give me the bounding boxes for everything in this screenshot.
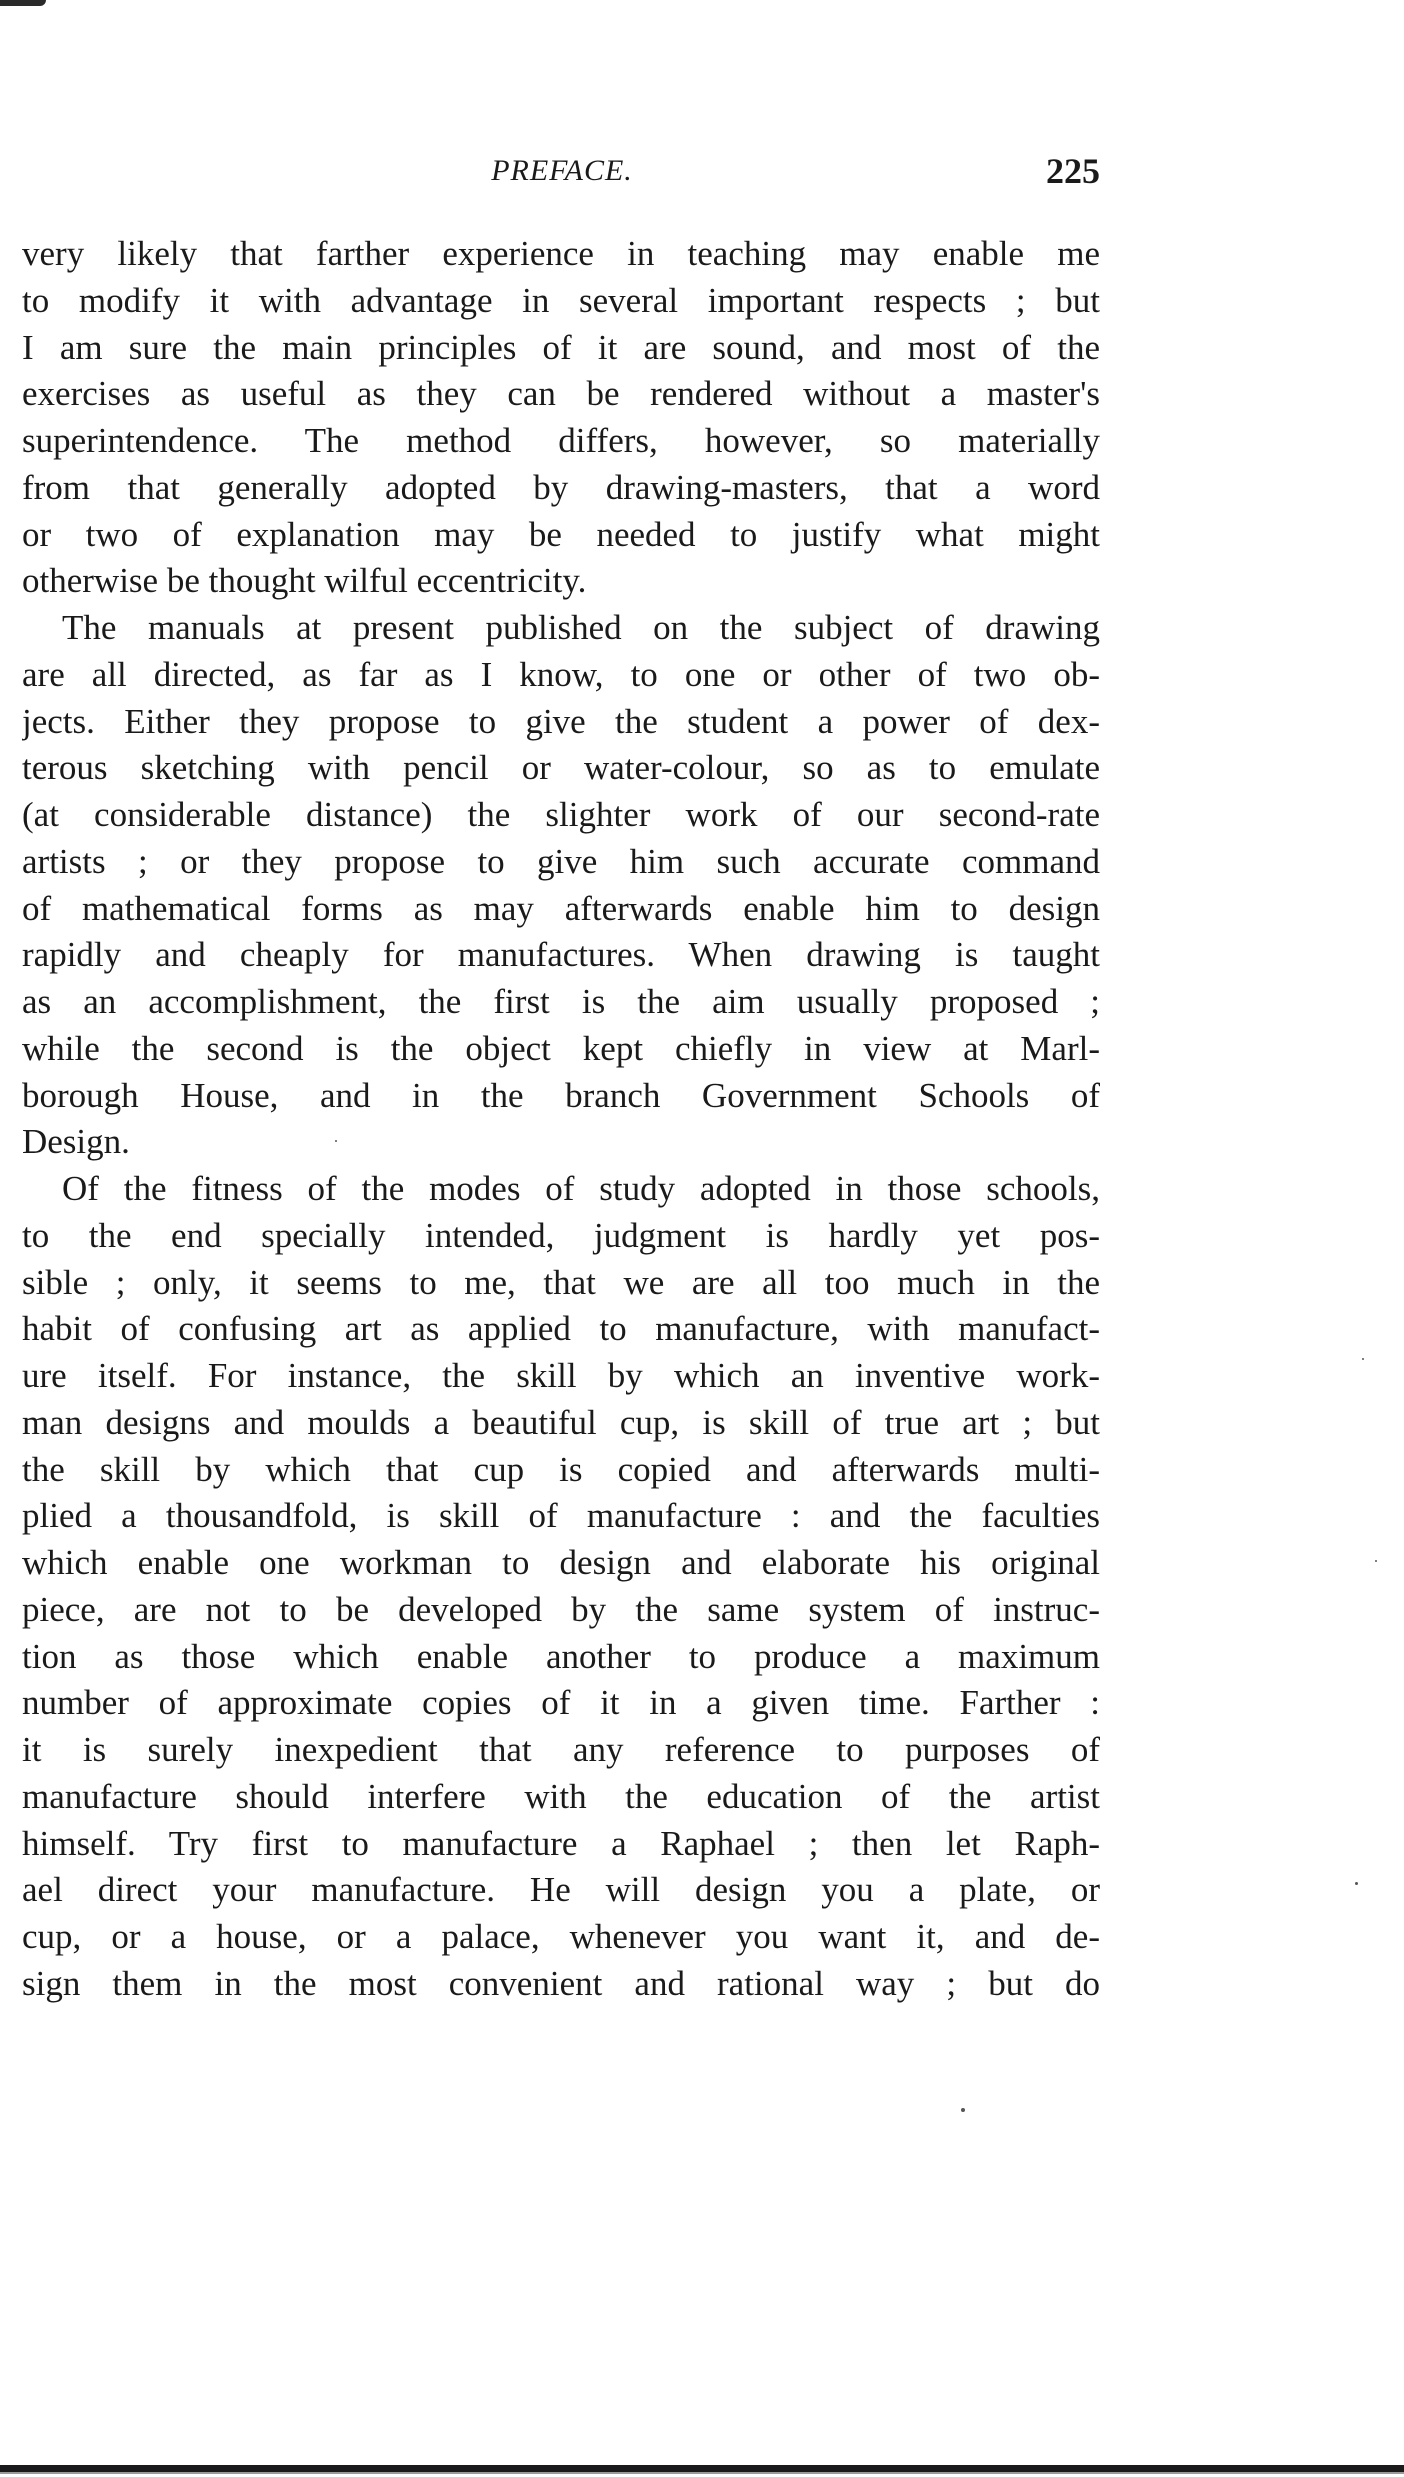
text-line: very likely that farther experience in teaching may enable me bbox=[22, 234, 1100, 273]
text-line: rapidly and cheaply for manufactures. When drawing is taught bbox=[22, 935, 1100, 975]
text-line: borough House, and in the branch Government Schools of bbox=[22, 1075, 1100, 1115]
text-line: Design. bbox=[22, 1122, 130, 1162]
text-line: artists ; or they propose to give him such accurate command bbox=[22, 841, 1100, 881]
text-line: number of approximate copies of it in a given time. Farther : bbox=[22, 1683, 1100, 1723]
page-corner-mark bbox=[0, 0, 46, 6]
text-line: otherwise be thought wilful eccentricity. bbox=[22, 561, 587, 601]
text-line: sign them in the most convenient and rational way ; but do bbox=[22, 1963, 1100, 2003]
text-line: exercises as useful as they can be rendered without a master's bbox=[22, 374, 1100, 414]
text-line: piece, are not to be developed by the same system of instruc- bbox=[22, 1589, 1100, 1629]
ink-speck bbox=[1355, 1882, 1358, 1885]
text-line: plied a thousandfold, is skill of manufacture : and the faculties bbox=[22, 1496, 1100, 1536]
page-number: 225 bbox=[1046, 151, 1100, 191]
text-line: The manuals at present published on the subject of drawing bbox=[62, 608, 1100, 647]
text-line: man designs and moulds a beautiful cup, is skill of true art ; but bbox=[22, 1402, 1100, 1442]
running-title: PREFACE. bbox=[491, 154, 633, 187]
body-text bbox=[22, 231, 1100, 2008]
text-line: cup, or a house, or a palace, whenever you want it, and de- bbox=[22, 1917, 1100, 1956]
ink-speck bbox=[335, 1140, 337, 1142]
text-line: tion as those which enable another to produce a maximum bbox=[22, 1636, 1100, 1676]
paragraph bbox=[22, 231, 1100, 605]
text-line: terous sketching with pencil or water-colour, so as to emulate bbox=[22, 748, 1100, 788]
ink-speck bbox=[1375, 1560, 1377, 1562]
paragraph bbox=[22, 605, 1100, 1166]
text-line: the skill by which that cup is copied and afterwards multi- bbox=[22, 1449, 1100, 1489]
ink-speck bbox=[961, 2108, 965, 2112]
text-line: superintendence. The method differs, however, so materially bbox=[22, 421, 1100, 460]
text-line: Of the fitness of the modes of study adopted in those schools, bbox=[62, 1169, 1100, 1208]
text-line: to the end specially intended, judgment is hardly yet pos- bbox=[22, 1215, 1100, 1255]
text-line: or two of explanation may be needed to justify what might bbox=[22, 514, 1100, 554]
text-line: habit of confusing art as applied to manufacture, with manufact- bbox=[22, 1309, 1100, 1349]
text-line: it is surely inexpedient that any reference to purposes of bbox=[22, 1730, 1100, 1769]
ink-speck bbox=[1362, 1358, 1364, 1360]
text-line: from that generally adopted by drawing-masters, that a word bbox=[22, 467, 1100, 507]
text-line: himself. Try first to manufacture a Raphael ; then let Raph- bbox=[22, 1823, 1100, 1863]
text-line: ure itself. For instance, the skill by which an inventive work- bbox=[22, 1356, 1100, 1395]
text-line: as an accomplishment, the first is the aim usually proposed ; bbox=[22, 982, 1100, 1021]
text-line: are all directed, as far as I know, to one or other of two ob- bbox=[22, 654, 1100, 694]
text-line: to modify it with advantage in several important respects ; but bbox=[22, 280, 1100, 320]
running-header bbox=[24, 150, 1100, 200]
paragraph bbox=[22, 1166, 1100, 2008]
text-line: manufacture should interfere with the education of the artist bbox=[22, 1776, 1100, 1816]
text-line: sible ; only, it seems to me, that we are all too much in the bbox=[22, 1262, 1100, 1302]
text-line: I am sure the main principles of it are sound, and most of the bbox=[22, 327, 1100, 367]
text-line: which enable one workman to design and elaborate his original bbox=[22, 1543, 1100, 1582]
text-line: while the second is the object kept chiefly in view at Marl- bbox=[22, 1028, 1100, 1068]
text-line: (at considerable distance) the slighter work of our second-rate bbox=[22, 795, 1100, 834]
page-bottom-edge bbox=[0, 2462, 1404, 2477]
text-line: of mathematical forms as may afterwards enable him to design bbox=[22, 888, 1100, 928]
text-line: jects. Either they propose to give the student a power of dex- bbox=[22, 701, 1100, 741]
text-line: ael direct your manufacture. He will design you a plate, or bbox=[22, 1870, 1100, 1910]
